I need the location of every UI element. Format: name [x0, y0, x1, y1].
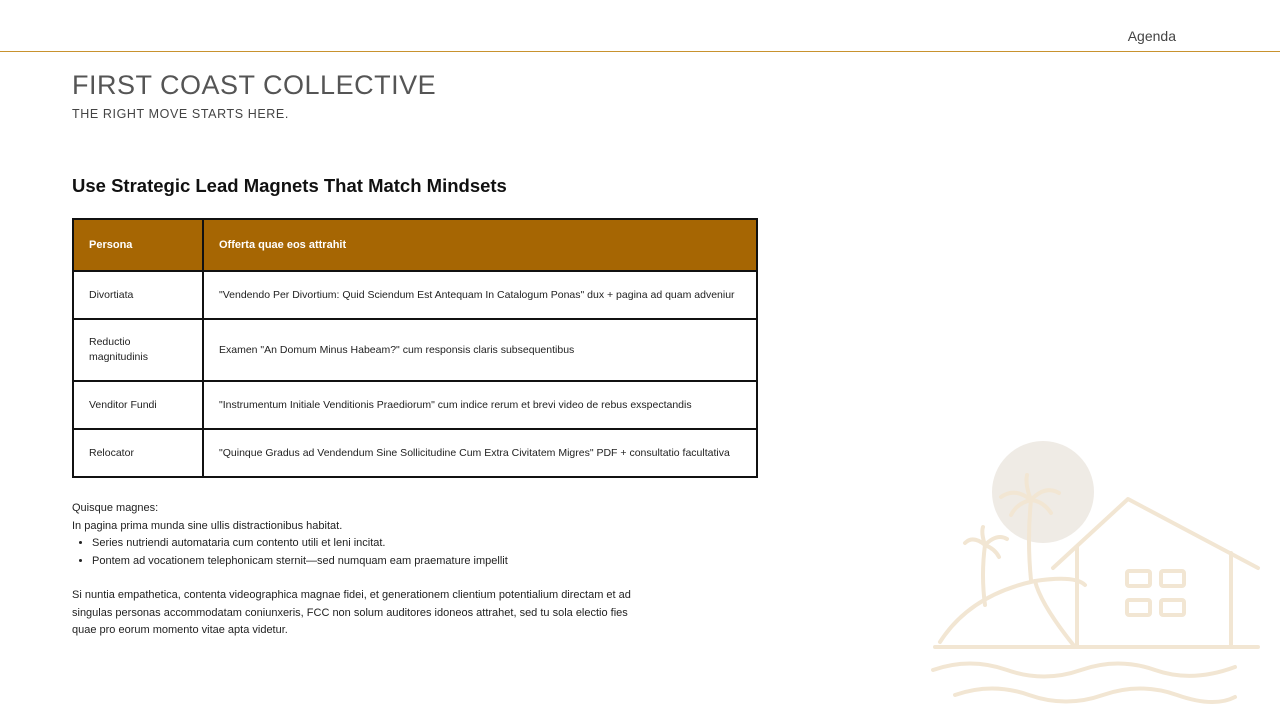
notes-block: [72, 500, 642, 640]
agenda-link[interactable]: Agenda: [1127, 28, 1176, 44]
persona-cell: Divortiata: [73, 271, 203, 319]
offer-cell: Examen "An Domum Minus Habeam?" cum responsis claris subsequentibus: [203, 319, 757, 381]
table-row: [73, 271, 757, 319]
slide-heading: Use Strategic Lead Magnets That Match Mindsets: [72, 175, 507, 196]
header-offer: Offerta quae eos attrahit: [203, 219, 757, 271]
offer-cell: "Instrumentum Initiale Venditionis Praediorum" cum indice rerum et brevi video de rebus exspectandis: [203, 381, 757, 429]
list-item: • Pontem ad vocationem telephonicam sternit—sed numquam eam praemature impellit: [92, 553, 642, 571]
brand-title: FIRST COAST COLLECTIVE: [72, 70, 437, 100]
table-header-row: [73, 219, 757, 271]
header-persona: Persona: [73, 219, 203, 271]
notes-intro: Quisque magnes:: [72, 502, 159, 514]
table-row: [73, 319, 757, 381]
notes-closing: Si nuntia empathetica, contenta videographica magnae fidei, et generationem clientium potentialium directam et ad singulas personas accommodatam coniunxeris, FCC non solum auditores idoneos attrahet, sed tu sola electio fies quae pro eorum momento vitae apta videtur.: [72, 589, 631, 636]
persona-cell: Relocator: [73, 429, 203, 477]
beach-house-icon: [925, 435, 1265, 705]
list-item: • Series nutriendi automataria cum contento utili et leni incitat.: [92, 535, 642, 553]
lead-magnets-table: [72, 218, 758, 478]
persona-cell: Venditor Fundi: [73, 381, 203, 429]
notes-lead: In pagina prima munda sine ullis distractionibus habitat.: [72, 519, 343, 532]
brand-tagline: THE RIGHT MOVE STARTS HERE.: [72, 107, 289, 121]
offer-cell: "Quinque Gradus ad Vendendum Sine Sollicitudine Cum Extra Civitatem Migres" PDF + consultatio facultativa: [203, 429, 757, 477]
notes-bullet-list: [72, 535, 642, 570]
table-row: [73, 429, 757, 477]
persona-cell: Reductio magnitudinis: [73, 319, 203, 381]
table-row: [73, 381, 757, 429]
top-bar: [0, 0, 1280, 52]
offer-cell: "Vendendo Per Divortium: Quid Sciendum Est Antequam In Catalogum Ponas" dux + pagina ad quam adveniur: [203, 271, 757, 319]
